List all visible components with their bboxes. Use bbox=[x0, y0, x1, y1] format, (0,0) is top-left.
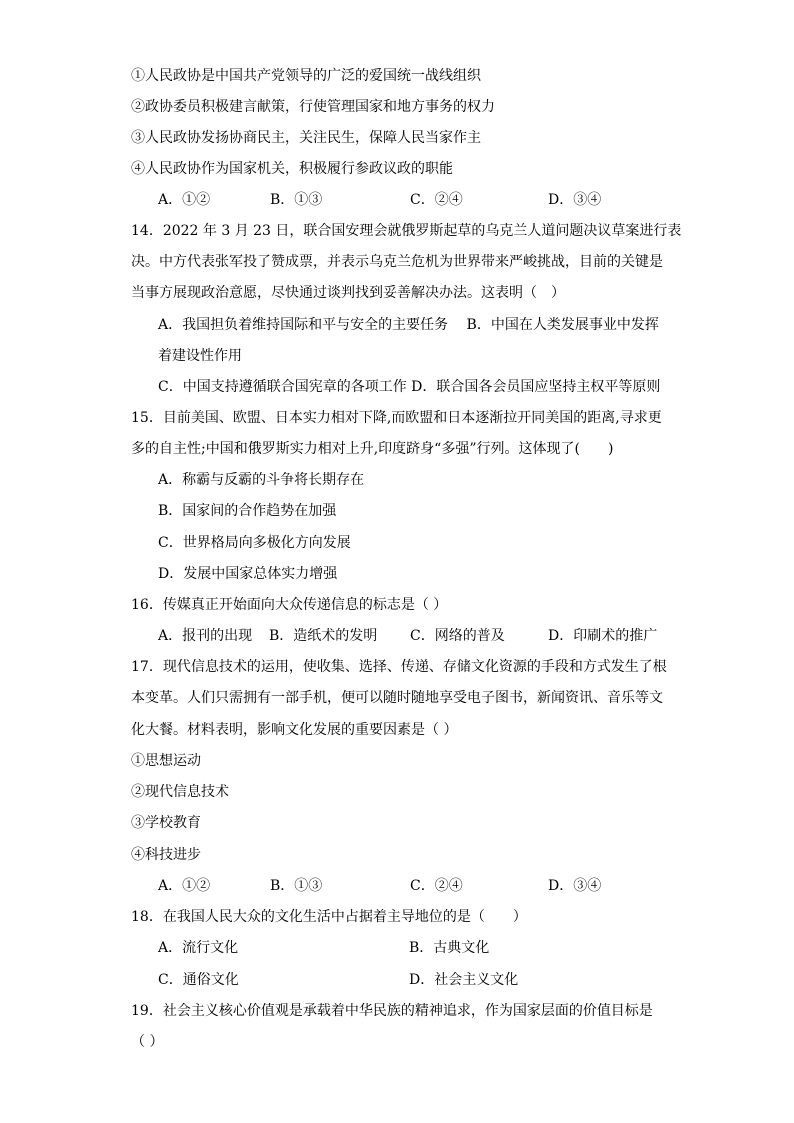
q17-item-3: ③学校教育 bbox=[131, 815, 201, 831]
q13-item-1: ①人民政协是中国共产党领导的广泛的爱国统一战线组织 bbox=[131, 68, 481, 84]
q19-stem-line-2: （ ） bbox=[131, 1034, 164, 1050]
q18-option-d: D．社会主义文化 bbox=[409, 972, 519, 988]
q16-stem: 16．传媒真正开始面向大众传递信息的标志是（ ） bbox=[131, 597, 448, 613]
q17-item-1: ①思想运动 bbox=[131, 753, 201, 769]
q17-item-4: ④科技进步 bbox=[131, 847, 201, 863]
q14-stem-line-1: 14．2022 年 3 月 23 日，联合国安理会就俄罗斯起草的乌克兰人道问题决议草案进行表 bbox=[131, 223, 682, 239]
q17-option-a: A．①② bbox=[158, 878, 211, 894]
q16-option-b: B．造纸术的发明 bbox=[269, 628, 378, 644]
q14-options-line-2: 着建设性作用 bbox=[158, 348, 242, 364]
q15-stem-line-1: 15．目前美国、欧盟、日本实力相对下降,而欧盟和日本逐渐拉开同美国的距离,寻求更 bbox=[131, 410, 662, 426]
q15-option-b: B．国家间的合作趋势在加强 bbox=[158, 503, 337, 519]
q17-item-2: ②现代信息技术 bbox=[131, 784, 229, 800]
q18-option-c: C．通俗文化 bbox=[158, 972, 239, 988]
q13-option-b: B．①③ bbox=[270, 192, 323, 208]
q13-option-d: D．③④ bbox=[548, 192, 602, 208]
q17-option-b: B．①③ bbox=[270, 878, 323, 894]
q14-options-line-1: A．我国担负着维持国际和平与安全的主要任务 B．中国在人类发展事业中发挥 bbox=[158, 317, 659, 333]
q15-option-a: A．称霸与反霸的斗争将长期存在 bbox=[158, 472, 365, 488]
q17-option-c: C．②④ bbox=[410, 878, 463, 894]
q17-stem-line-3: 化大餐。材料表明，影响文化发展的重要因素是（ ） bbox=[131, 722, 458, 738]
q17-stem-line-1: 17．现代信息技术的运用，使收集、选择、传递、存储文化资源的手段和方式发生了根 bbox=[131, 659, 667, 675]
q13-item-4: ④人民政协作为国家机关，积极履行参政议政的职能 bbox=[131, 161, 453, 177]
q15-option-d: D．发展中国家总体实力增强 bbox=[158, 566, 338, 582]
q13-option-c: C．②④ bbox=[410, 192, 463, 208]
q16-option-c: C．网络的普及 bbox=[410, 628, 505, 644]
q16-option-d: D．印刷术的推广 bbox=[548, 628, 658, 644]
q19-stem-line-1: 19．社会主义核心价值观是承载着中华民族的精神追求，作为国家层面的价值目标是 bbox=[131, 1003, 653, 1019]
q14-options-line-3: C．中国支持遵循联合国宪章的各项工作 D．联合国各会员国应坚持主权平等原则 bbox=[158, 379, 661, 395]
q18-option-b: B．古典文化 bbox=[409, 940, 490, 956]
q18-option-a: A．流行文化 bbox=[158, 940, 239, 956]
q16-option-a: A．报刊的出现 bbox=[158, 628, 253, 644]
q17-option-d: D．③④ bbox=[548, 878, 602, 894]
q17-stem-line-2: 本变革。人们只需拥有一部手机，便可以随时随地享受电子图书，新闻资讯、音乐等文 bbox=[131, 690, 663, 706]
q13-item-3: ③人民政协发扬协商民主，关注民生，保障人民当家作主 bbox=[131, 130, 481, 146]
q13-option-a: A．①② bbox=[158, 192, 211, 208]
q18-stem: 18．在我国人民大众的文化生活中占据着主导地位的是（ ） bbox=[131, 909, 527, 925]
q13-item-2: ②政协委员积极建言献策，行使管理国家和地方事务的权力 bbox=[131, 99, 495, 115]
q15-option-c: C．世界格局向多极化方向发展 bbox=[158, 535, 351, 551]
q14-stem-line-3: 当事方展现政治意愿，尽快通过谈判找到妥善解决办法。这表明（ ） bbox=[131, 285, 565, 301]
q14-stem-line-2: 决。中方代表张军投了赞成票，并表示乌克兰危机为世界带来严峻挑战，目前的关键是 bbox=[131, 254, 663, 270]
q15-stem-line-2: 多的自主性;中国和俄罗斯实力相对上升,印度跻身“多强”行列。这体现了( ) bbox=[131, 441, 614, 457]
